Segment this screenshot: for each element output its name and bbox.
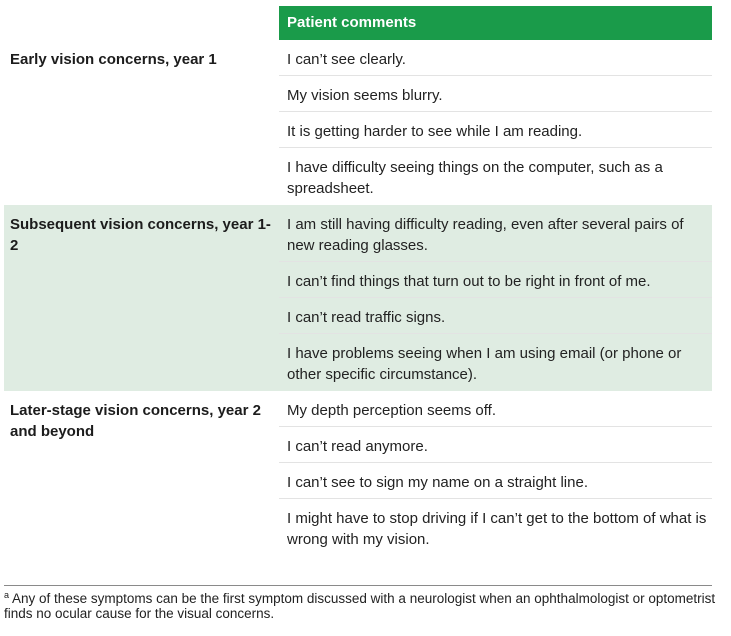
comment-cell: It is getting harder to see while I am reading. — [279, 112, 712, 148]
header-blank-cell — [4, 6, 279, 40]
comment-cell: My vision seems blurry. — [279, 76, 712, 112]
comment-cell: I can’t see clearly. — [279, 40, 712, 76]
comment-cell: I am still having difficulty reading, even after several pairs of new reading glasses. — [279, 205, 712, 262]
group-later-stage — [4, 391, 712, 556]
category-label: Later-stage vision concerns, year 2 and beyond — [10, 402, 261, 440]
group-early — [4, 40, 712, 205]
comments-list — [279, 391, 712, 556]
category-label: Early vision concerns, year 1 — [10, 51, 217, 68]
group-subsequent — [4, 205, 712, 391]
comment-cell: I have difficulty seeing things on the computer, such as a spreadsheet. — [287, 159, 663, 197]
patient-comments-table — [4, 6, 712, 556]
comment-cell: I can’t see to sign my name on a straight line. — [279, 463, 712, 499]
table-header-row — [4, 6, 712, 40]
comments-list — [279, 40, 712, 205]
comment-cell: I can’t read traffic signs. — [279, 298, 712, 334]
footnote — [4, 591, 720, 621]
comment-cell: I might have to stop driving if I can’t get to the bottom of what is wrong with my vision. — [287, 510, 707, 548]
comment-cell: I have problems seeing when I am using email (or phone or other specific circumstance). — [287, 345, 682, 383]
footnote-divider — [4, 585, 712, 586]
header-patient-comments: Patient comments — [279, 6, 712, 40]
footnote-text: Any of these symptoms can be the first symptom discussed with a neurologist when an ophthalmologist or optometrist finds no ocular cause for the visual concerns. — [4, 591, 716, 621]
comment-cell: I can’t read anymore. — [279, 427, 712, 463]
category-label: Subsequent vision concerns, year 1-2 — [10, 216, 271, 254]
comments-list — [279, 205, 712, 391]
footnote-marker: a — [4, 590, 10, 600]
comment-cell: I can’t find things that turn out to be right in front of me. — [279, 262, 712, 298]
comment-cell: My depth perception seems off. — [279, 391, 712, 427]
